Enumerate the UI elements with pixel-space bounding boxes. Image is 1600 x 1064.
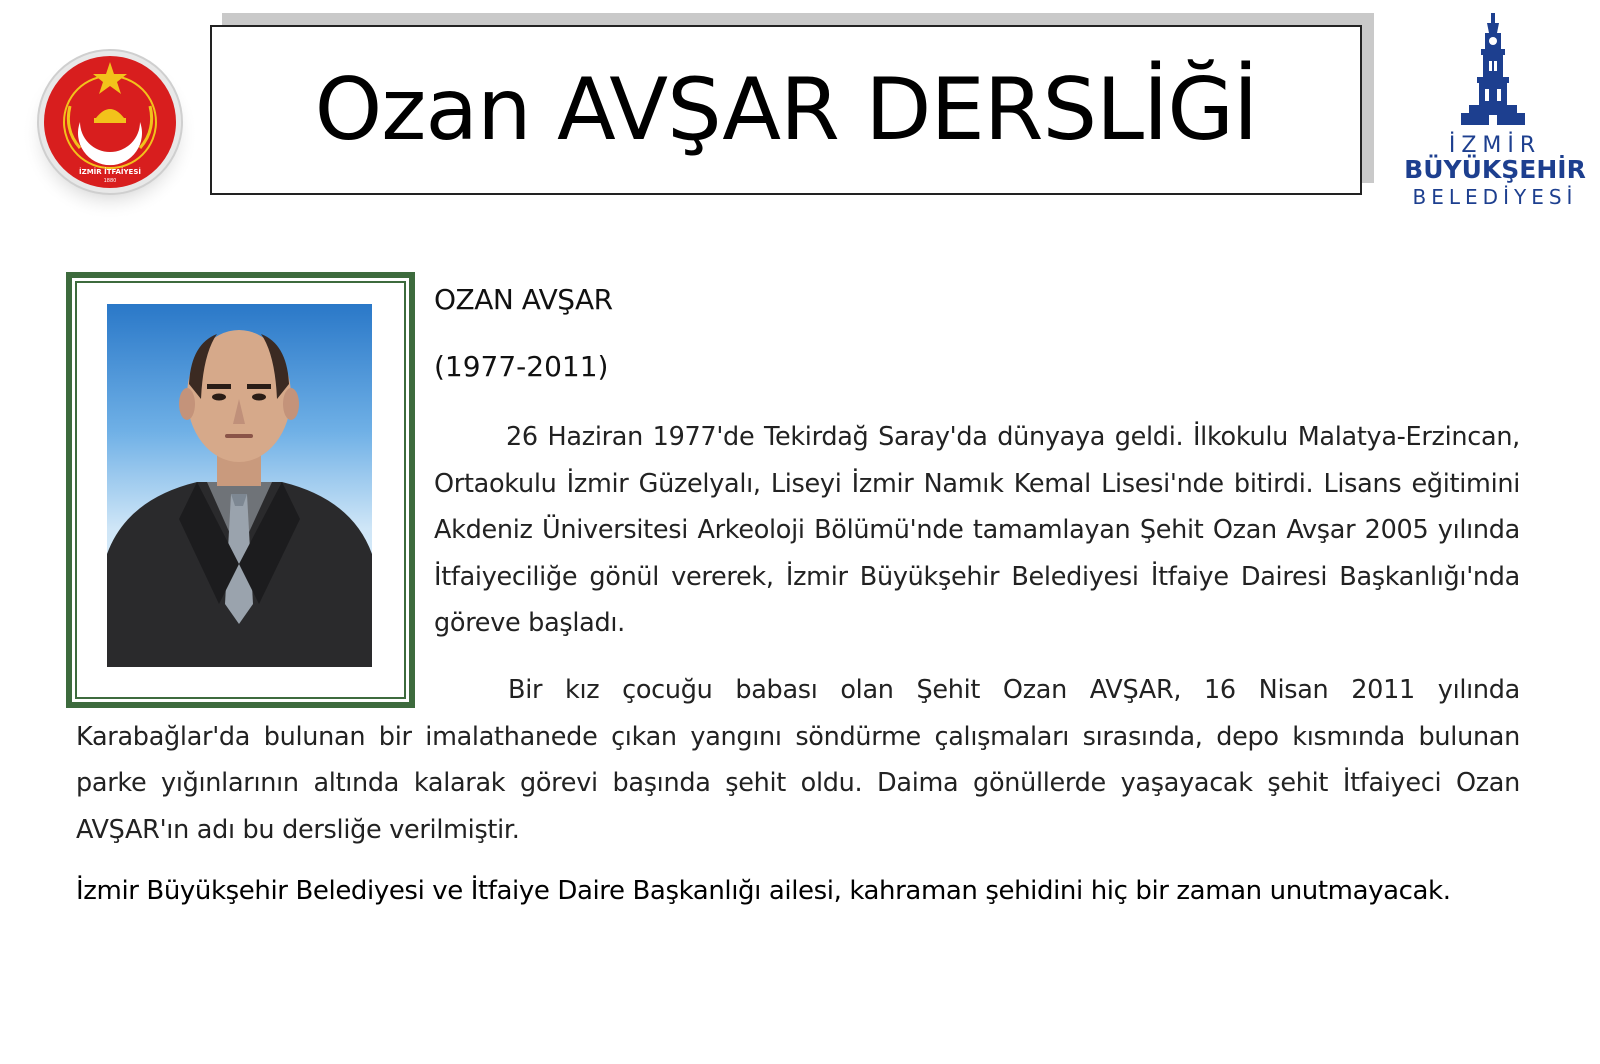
closing-statement: İzmir Büyükşehir Belediyesi ve İtfaiye Daire Başkanlığı ailesi, kahraman şehidini hiç bir zaman unutmayacak. bbox=[76, 876, 1451, 906]
person-years: (1977-2011) bbox=[434, 350, 609, 383]
biography-paragraph-1 bbox=[434, 414, 1520, 647]
title-box bbox=[210, 25, 1362, 195]
portrait-icon bbox=[107, 304, 372, 667]
fire-department-emblem-icon bbox=[18, 22, 198, 222]
logo-left-year: 1880 bbox=[103, 178, 117, 184]
logo-right-line2: BÜYÜKŞEHİR bbox=[1404, 155, 1586, 184]
izmir-fire-department-logo bbox=[18, 22, 198, 222]
portrait-photo bbox=[107, 304, 372, 667]
page-title: Ozan AVŞAR DERSLİĞİ bbox=[314, 60, 1258, 160]
biography-paragraph-2-text: Bir kız çocuğu babası olan Şehit Ozan AVŞAR, 16 Nisan 2011 yılında Karabağlar'da bulunan bir imalathanede çıkan yangını söndürme çalışmaları sırasında, depo kısmında bulunan parke yığınlarının altında kalarak görevi başında şehit oldu. Daima gönüllerde yaşayacak şehit İtfaiyeci Ozan AVŞAR'ın adı bu dersliğe verilmiştir. bbox=[76, 675, 1520, 845]
logo-right-line3: BELEDİYESİ bbox=[1412, 185, 1578, 209]
izmir-municipality-logo bbox=[1395, 5, 1595, 235]
logo-right-line1: İZMİR bbox=[1448, 133, 1542, 158]
clock-tower-icon bbox=[1395, 5, 1595, 135]
logo-left-text: İZMİR İTFAİYESİ bbox=[79, 168, 141, 176]
biography-paragraph-1-text: 26 Haziran 1977'de Tekirdağ Saray'da dünyaya geldi. İlkokulu Malatya-Erzincan, Ortaokulu İzmir Güzelyalı, Liseyi İzmir Namık Kemal Lisesi'nde bitirdi. Lisans eğitimini Akdeniz Üniversitesi Arkeoloji Bölümü'nde tamamlayan Şehit Ozan Avşar 2005 yılında İtfaiyeciliğe gönül vererek, İzmir Büyükşehir Belediyesi İtfaiye Dairesi Başkanlığı'nda göreve başladı. bbox=[434, 422, 1520, 638]
person-name: OZAN AVŞAR bbox=[434, 283, 613, 316]
photo-frame bbox=[66, 272, 415, 708]
biography-paragraph-2 bbox=[76, 667, 1520, 853]
